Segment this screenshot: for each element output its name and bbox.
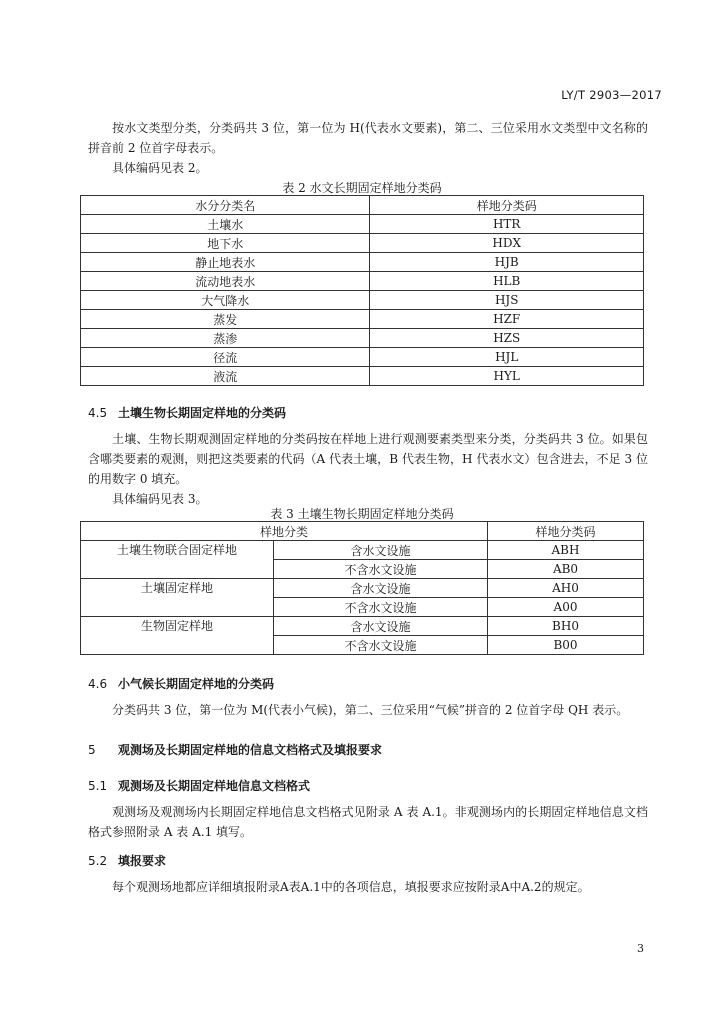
table3-header-cell: 样地分类码 xyxy=(488,522,644,541)
page-number: 3 xyxy=(637,942,644,955)
section-5-2-paragraph: 每个观测场地都应详细填报附录A表A.1中的各项信息，填报要求应按附录A中A.2的规定。 xyxy=(112,880,590,894)
plot-code-cell: AB0 xyxy=(488,560,644,579)
section-4-5-heading: 4.5 土壤生物长期固定样地的分类码 xyxy=(88,406,287,420)
section-4-6-paragraph: 分类码共 3 位，第一位为 M(代表小气候)，第二、三位采用“气候”拼音的 2 位首字母 QH 表示。 xyxy=(112,703,629,717)
table2-row xyxy=(81,348,644,367)
table3-caption: 表 3 土壤生物长期固定样地分类码 xyxy=(270,507,454,521)
water-class-name-cell: 流动地表水 xyxy=(81,272,370,291)
table2-header-cell: 水分分类名 xyxy=(81,196,370,215)
table2-row xyxy=(81,310,644,329)
plot-group-cell: 土壤固定样地 xyxy=(81,579,274,617)
plot-code-cell: HLB xyxy=(370,272,644,291)
water-class-name-cell: 静止地表水 xyxy=(81,253,370,272)
water-class-name-cell: 径流 xyxy=(81,348,370,367)
water-class-name-cell: 蒸发 xyxy=(81,310,370,329)
intro-reference: 具体编码见表 2。 xyxy=(112,161,208,175)
plot-code-cell: AH0 xyxy=(488,579,644,598)
table2 xyxy=(80,195,644,386)
water-class-name-cell: 地下水 xyxy=(81,234,370,253)
water-class-name-cell: 液流 xyxy=(81,367,370,386)
intro-paragraph: 按水文类型分类，分类码共 3 位，第一位为 H(代表水文要素)，第二、三位采用水文类型中文名称的拼音前 2 位首字母表示。 xyxy=(88,121,648,155)
section-4-6-heading: 4.6 小气候长期固定样地的分类码 xyxy=(88,677,275,691)
plot-group-cell: 生物固定样地 xyxy=(81,617,274,655)
table2-row xyxy=(81,329,644,348)
facility-type-cell: 含水文设施 xyxy=(274,617,488,636)
plot-code-cell: HYL xyxy=(370,367,644,386)
table2-row xyxy=(81,234,644,253)
facility-type-cell: 不含水文设施 xyxy=(274,636,488,655)
facility-type-cell: 不含水文设施 xyxy=(274,560,488,579)
plot-code-cell: HJS xyxy=(370,291,644,310)
plot-code-cell: BH0 xyxy=(488,617,644,636)
section-5-1-heading: 5.1 观测场及长期固定样地信息文档格式 xyxy=(88,779,311,793)
plot-code-cell: A00 xyxy=(488,598,644,617)
plot-code-cell: HTR xyxy=(370,215,644,234)
plot-code-cell: HZS xyxy=(370,329,644,348)
water-class-name-cell: 土壤水 xyxy=(81,215,370,234)
plot-group-cell: 土壤生物联合固定样地 xyxy=(81,541,274,579)
table3-row xyxy=(81,579,644,598)
standard-code: LY/T 2903—2017 xyxy=(561,88,662,102)
table2-row xyxy=(81,253,644,272)
water-class-name-cell: 大气降水 xyxy=(81,291,370,310)
facility-type-cell: 含水文设施 xyxy=(274,579,488,598)
table2-header-cell: 样地分类码 xyxy=(370,196,644,215)
table2-row xyxy=(81,272,644,291)
table2-row xyxy=(81,291,644,310)
table2-caption: 表 2 水文长期固定样地分类码 xyxy=(282,181,442,195)
facility-type-cell: 含水文设施 xyxy=(274,541,488,560)
section-5-2-heading: 5.2 填报要求 xyxy=(88,854,167,868)
section-5-heading: 5 观测场及长期固定样地的信息文档格式及填报要求 xyxy=(88,743,383,757)
water-class-name-cell: 蒸渗 xyxy=(81,329,370,348)
table2-row xyxy=(81,215,644,234)
plot-code-cell: HJB xyxy=(370,253,644,272)
table3-row xyxy=(81,617,644,636)
plot-code-cell: HJL xyxy=(370,348,644,367)
table3 xyxy=(80,521,644,655)
facility-type-cell: 不含水文设施 xyxy=(274,598,488,617)
plot-code-cell: B00 xyxy=(488,636,644,655)
plot-code-cell: HZF xyxy=(370,310,644,329)
plot-code-cell: ABH xyxy=(488,541,644,560)
plot-code-cell: HDX xyxy=(370,234,644,253)
table3-header-cell: 样地分类 xyxy=(81,522,488,541)
table3-row xyxy=(81,541,644,560)
table2-row xyxy=(81,367,644,386)
section-5-1-paragraph: 观测场及观测场内长期固定样地信息文档格式见附录 A 表 A.1。非观测场内的长期固定样地信息文档格式参照附录 A 表 A.1 填写。 xyxy=(88,805,648,839)
section-4-5-paragraph: 土壤、生物长期观测固定样地的分类码按在样地上进行观测要素类型来分类，分类码共 3 位。如果包含哪类要素的观测，则把这类要素的代码（A 代表土壤，B 代表生物，H 代表水文）包含进去，不足 3 位的用数字 0 填充。 xyxy=(88,432,648,486)
section-4-5-reference: 具体编码见表 3。 xyxy=(112,492,208,506)
